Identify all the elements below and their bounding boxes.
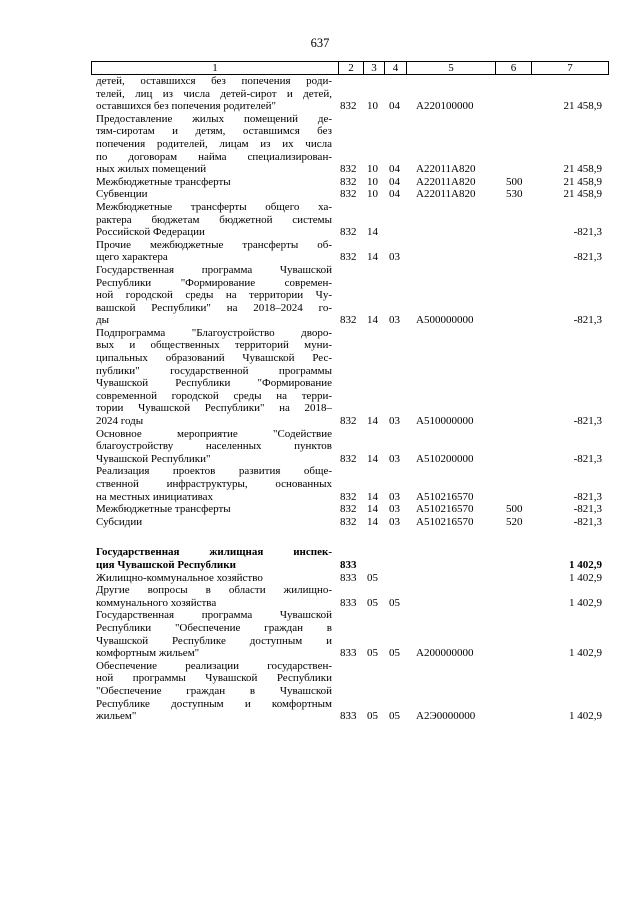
code-target-item: А510216570: [416, 515, 474, 528]
description-line: Государственная жилищная инспек-: [96, 546, 332, 559]
code-section: 14: [367, 415, 378, 428]
description-line: ной программы Чувашской Республики: [96, 672, 332, 685]
amount: -821,3: [573, 452, 602, 465]
amount: -821,3: [573, 503, 602, 516]
code-target-item: А200000000: [416, 647, 474, 660]
row-description: [96, 546, 332, 571]
code-target-item: А22011А820: [416, 188, 476, 201]
description-line: ция Чувашской Республики: [96, 558, 236, 571]
description-line: публики" государственной программы: [96, 364, 332, 377]
table-row: [0, 113, 640, 176]
amount: -821,3: [573, 251, 602, 264]
description-line: жильем": [96, 710, 137, 723]
description-line: Республике доступным и комфортным: [96, 697, 332, 710]
table-row: [0, 546, 640, 571]
code-admin: 833: [340, 558, 357, 571]
code-section: 14: [367, 503, 378, 516]
code-section: 05: [367, 596, 378, 609]
code-admin: 833: [340, 571, 357, 584]
description-line: Обеспечение реализации государствен-: [96, 659, 332, 672]
description-line: ды: [96, 314, 109, 327]
code-target-item: А510216570: [416, 503, 474, 516]
code-subsection: 04: [389, 188, 400, 201]
table-row: [0, 239, 640, 264]
description-line: ных жилых помещений: [96, 163, 207, 176]
code-subsection: 05: [389, 647, 400, 660]
amount: -821,3: [573, 314, 602, 327]
description-line: комфортным жильем": [96, 647, 200, 660]
code-expense-type: 500: [506, 175, 523, 188]
code-subsection: 03: [389, 515, 400, 528]
row-description: [96, 609, 332, 659]
code-target-item: А500000000: [416, 314, 474, 327]
description-line: современной городской среды на терри-: [96, 389, 332, 402]
row-description: [96, 75, 332, 113]
description-line: Субвенции: [96, 188, 148, 201]
column-header-row: [91, 61, 609, 75]
amount: 21 458,9: [563, 100, 602, 113]
code-section: 14: [367, 314, 378, 327]
code-expense-type: 500: [506, 503, 523, 516]
code-subsection: 03: [389, 314, 400, 327]
description-line: Подпрограмма "Благоустройство дворо-: [96, 326, 332, 339]
description-line: тории Чувашской Республики" на 2018–: [96, 402, 332, 415]
row-description: [96, 572, 332, 585]
code-target-item: А510216570: [416, 490, 474, 503]
description-line: детей, оставшихся без попечения роди-: [96, 75, 332, 87]
description-line: благоустройству населенных пунктов: [96, 440, 332, 453]
table-row: [0, 572, 640, 585]
description-line: Республики "Обеспечение граждан в: [96, 621, 332, 634]
amount: -821,3: [573, 515, 602, 528]
row-description: [96, 201, 332, 239]
row-description: [96, 503, 332, 516]
code-section: 10: [367, 175, 378, 188]
code-section: 14: [367, 515, 378, 528]
code-expense-type: 520: [506, 515, 523, 528]
description-line: Прочие межбюджетные трансферты об-: [96, 238, 332, 251]
description-line: коммунального хозяйства: [96, 596, 217, 609]
amount: 1 402,9: [569, 558, 602, 571]
code-admin: 832: [340, 188, 357, 201]
code-admin: 833: [340, 710, 357, 723]
code-admin: 832: [340, 503, 357, 516]
description-line: Чувашской Республике доступным и: [96, 634, 332, 647]
amount: -821,3: [573, 415, 602, 428]
row-description: [96, 327, 332, 428]
code-subsection: 04: [389, 163, 400, 176]
code-admin: 832: [340, 415, 357, 428]
code-admin: 832: [340, 452, 357, 465]
table-row: [0, 609, 640, 659]
description-line: Чувашской Республики": [96, 452, 211, 465]
amount: 21 458,9: [563, 188, 602, 201]
code-target-item: А220100000: [416, 100, 474, 113]
table-row: [0, 428, 640, 466]
description-line: рактера бюджетам бюджетной системы: [96, 213, 332, 226]
amount: 1 402,9: [569, 596, 602, 609]
code-subsection: 03: [389, 251, 400, 264]
budget-table-body: [0, 75, 640, 723]
table-row: [0, 201, 640, 239]
code-section: 10: [367, 100, 378, 113]
code-admin: 833: [340, 596, 357, 609]
row-description: [96, 660, 332, 723]
description-line: ципальных образований Чувашской Рес-: [96, 352, 332, 365]
amount: 21 458,9: [563, 175, 602, 188]
code-section: 10: [367, 188, 378, 201]
code-admin: 832: [340, 100, 357, 113]
table-row: [0, 516, 640, 529]
code-admin: 832: [340, 490, 357, 503]
amount: 21 458,9: [563, 163, 602, 176]
amount: -821,3: [573, 226, 602, 239]
row-description: [96, 113, 332, 176]
description-line: по договорам найма специализирован-: [96, 150, 332, 163]
description-line: ственной инфраструктуры, основанных: [96, 478, 332, 490]
code-subsection: 03: [389, 490, 400, 503]
code-section: 14: [367, 490, 378, 503]
row-description: [96, 188, 332, 201]
code-section: 05: [367, 571, 378, 584]
code-target-item: А510000000: [416, 415, 474, 428]
row-description: [96, 584, 332, 609]
code-section: 10: [367, 163, 378, 176]
description-line: Республики "Формирование современ-: [96, 276, 332, 289]
code-target-item: А22011А820: [416, 175, 476, 188]
code-admin: 832: [340, 314, 357, 327]
description-line: Государственная программа Чувашской: [96, 609, 332, 622]
header-col-2: 2: [339, 62, 364, 75]
description-line: 2024 годы: [96, 415, 144, 428]
description-line: Государственная программа Чувашской: [96, 263, 332, 276]
table-row: [0, 584, 640, 609]
row-description: [96, 176, 332, 189]
table-row: [0, 327, 640, 428]
header-col-3: 3: [364, 62, 385, 75]
code-admin: 832: [340, 163, 357, 176]
amount: 1 402,9: [569, 647, 602, 660]
table-row: [0, 75, 640, 113]
code-admin: 832: [340, 226, 357, 239]
code-subsection: 03: [389, 452, 400, 465]
code-admin: 832: [340, 515, 357, 528]
table-row: [0, 176, 640, 189]
code-subsection: 04: [389, 100, 400, 113]
row-description: [96, 465, 332, 503]
code-expense-type: 530: [506, 188, 523, 201]
table-row: [0, 465, 640, 503]
header-col-5: 5: [407, 62, 496, 75]
row-description: [96, 516, 332, 529]
description-line: на местных инициативах: [96, 490, 214, 503]
description-line: щего характера: [96, 251, 168, 264]
code-subsection: 05: [389, 710, 400, 723]
code-section: 05: [367, 710, 378, 723]
header-col-6: 6: [496, 62, 532, 75]
table-row: [0, 660, 640, 723]
description-line: вашской Республики" на 2018–2024 го-: [96, 301, 332, 314]
code-section: 14: [367, 251, 378, 264]
description-line: тям-сиротам и детям, оставшимся без: [96, 125, 332, 138]
code-subsection: 03: [389, 503, 400, 516]
code-section: 14: [367, 452, 378, 465]
description-line: Жилищно-коммунальное хозяйство: [96, 571, 263, 584]
code-subsection: 04: [389, 175, 400, 188]
page-number: 637: [310, 36, 330, 50]
code-admin: 833: [340, 647, 357, 660]
description-line: вых и общественных территорий муни-: [96, 339, 332, 352]
row-description: [96, 428, 332, 466]
code-section: 14: [367, 226, 378, 239]
row-description: [96, 239, 332, 264]
header-col-1: 1: [92, 62, 339, 75]
code-admin: 832: [340, 175, 357, 188]
code-target-item: А510200000: [416, 452, 474, 465]
table-row: [0, 264, 640, 327]
description-line: Основное мероприятие "Содействие: [96, 427, 332, 440]
section-spacer: [0, 528, 640, 546]
description-line: ной городской среды на территории Чу-: [96, 289, 332, 302]
description-line: Предоставление жилых помещений де-: [96, 112, 332, 125]
code-subsection: 05: [389, 596, 400, 609]
description-line: Реализация проектов развития обще-: [96, 465, 332, 478]
code-admin: 832: [340, 251, 357, 264]
table-row: [0, 503, 640, 516]
code-target-item: А22011А820: [416, 163, 476, 176]
table-row: [0, 188, 640, 201]
description-line: Межбюджетные трансферты: [96, 175, 231, 188]
description-line: попечения родителей, лицам из их числа: [96, 137, 332, 150]
amount: -821,3: [573, 490, 602, 503]
description-line: Межбюджетные трансферты: [96, 503, 231, 516]
row-description: [96, 264, 332, 327]
code-section: 05: [367, 647, 378, 660]
amount: 1 402,9: [569, 571, 602, 584]
code-subsection: 03: [389, 415, 400, 428]
description-line: Чувашской Республики "Формирование: [96, 377, 332, 390]
description-line: Российской Федерации: [96, 226, 205, 239]
description-line: Другие вопросы в области жилищно-: [96, 584, 332, 597]
description-line: "Обеспечение граждан в Чувашской: [96, 684, 332, 697]
amount: 1 402,9: [569, 710, 602, 723]
header-col-7: 7: [532, 62, 609, 75]
description-line: Межбюджетные трансферты общего ха-: [96, 200, 332, 213]
description-line: телей, лиц из числа детей-сирот и детей,: [96, 87, 332, 100]
description-line: оставшихся без попечения родителей": [96, 100, 276, 113]
header-col-4: 4: [385, 62, 407, 75]
code-target-item: А2Э0000000: [416, 710, 476, 723]
description-line: Субсидии: [96, 515, 143, 528]
